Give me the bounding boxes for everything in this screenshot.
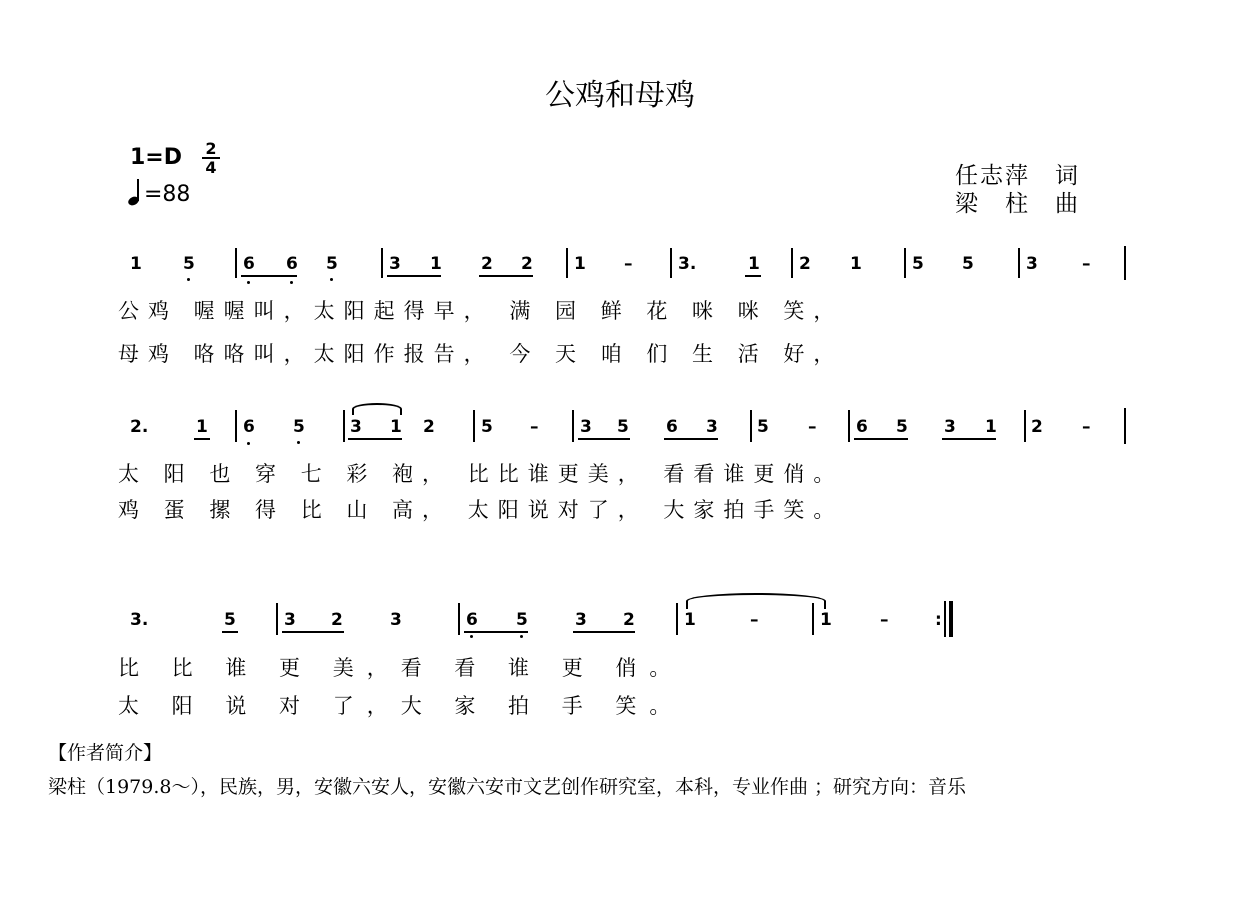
tempo-value: =88 (144, 182, 191, 207)
note: 5 (183, 254, 195, 274)
barline (572, 410, 574, 442)
note: 1 (430, 254, 442, 274)
barline (750, 410, 752, 442)
barline (1024, 410, 1026, 442)
octave-dot (290, 281, 293, 284)
octave-dot (297, 441, 300, 444)
dash: – (624, 254, 633, 274)
note: 6 (286, 254, 298, 274)
note: 3 (390, 610, 402, 630)
barline (1018, 248, 1020, 278)
note: 6 (243, 417, 255, 437)
beam (464, 631, 528, 633)
repeat-dots: : (935, 610, 942, 630)
note: 6 (243, 254, 255, 274)
barline (473, 410, 475, 442)
author-intro-text: 梁柱（1979.8～），民族，男，安徽六安人，安徽六安市文艺创作研究室，本科，专业作曲 ；研究方向：音乐 (48, 776, 967, 798)
octave-dot (247, 281, 250, 284)
barline (458, 603, 460, 635)
note: 3 (706, 417, 718, 437)
quarter-note-icon (128, 179, 142, 205)
barline (904, 248, 906, 278)
note: 5 (757, 417, 769, 437)
beam (241, 275, 297, 277)
note: 1 (130, 254, 142, 274)
note: 5 (516, 610, 528, 630)
page-title: 公鸡和母鸡 (545, 78, 695, 113)
barline (670, 248, 672, 278)
note: 3 (580, 417, 592, 437)
time-denominator: 4 (202, 157, 220, 176)
note: 6 (856, 417, 868, 437)
note: 2 (481, 254, 493, 274)
barline (1124, 246, 1126, 280)
barline (381, 248, 383, 278)
dash: – (1082, 417, 1091, 437)
note: 2. (130, 417, 149, 437)
note: 2 (1031, 417, 1043, 437)
barline (848, 410, 850, 442)
tie (686, 593, 826, 609)
note: 5 (912, 254, 924, 274)
note: 2 (623, 610, 635, 630)
dash: – (750, 610, 759, 630)
dash: – (880, 610, 889, 630)
barline (235, 248, 237, 278)
lyrics-verse-2: 太 阳 说 对 了，大 家 拍 手 笑。 (118, 694, 684, 718)
dash: – (1082, 254, 1091, 274)
note: 1 (820, 610, 832, 630)
octave-dot (470, 635, 473, 638)
note: 2 (521, 254, 533, 274)
beam (578, 438, 630, 440)
note: 3 (350, 417, 362, 437)
barline (235, 410, 237, 442)
note: 3 (575, 610, 587, 630)
note: 5 (293, 417, 305, 437)
note: 1 (684, 610, 696, 630)
repeat-barline-thin (944, 601, 946, 637)
beam (573, 631, 635, 633)
beam (479, 275, 533, 277)
note: 5 (224, 610, 236, 630)
note: 1 (574, 254, 586, 274)
lyrics-verse-1: 公鸡 喔喔叫，太阳起得早， 满 园 鲜 花 咪 咪 笑， (118, 299, 844, 323)
barline (566, 248, 568, 278)
beam (745, 275, 761, 277)
octave-dot (330, 278, 333, 281)
octave-dot (247, 442, 250, 445)
barline (676, 603, 678, 635)
key-signature: 1=D (130, 145, 183, 170)
slur (352, 403, 402, 415)
lyricist-credit: 任志萍 词 (955, 163, 1080, 189)
beam (854, 438, 908, 440)
note: 6 (666, 417, 678, 437)
note: 3 (389, 254, 401, 274)
beam (664, 438, 718, 440)
lyrics-verse-1: 比 比 谁 更 美，看 看 谁 更 俏。 (118, 656, 684, 680)
note: 1 (196, 417, 208, 437)
note: 1 (850, 254, 862, 274)
tempo-marking (128, 179, 190, 207)
dash: – (530, 417, 539, 437)
note: 5 (481, 417, 493, 437)
note: 3 (1026, 254, 1038, 274)
note: 3 (944, 417, 956, 437)
note: 2 (423, 417, 435, 437)
note: 2 (331, 610, 343, 630)
note: 1 (748, 254, 760, 274)
note: 1 (985, 417, 997, 437)
time-numerator: 2 (205, 139, 217, 158)
beam (348, 438, 402, 440)
barline (812, 603, 814, 635)
time-signature (202, 140, 220, 176)
octave-dot (520, 635, 523, 638)
note: 3 (284, 610, 296, 630)
note: 5 (962, 254, 974, 274)
repeat-barline-thick (949, 601, 953, 637)
lyrics-verse-2: 母鸡 咯咯叫，太阳作报告， 今 天 咱 们 生 活 好， (118, 342, 844, 366)
octave-dot (187, 278, 190, 281)
note: 5 (617, 417, 629, 437)
note: 5 (896, 417, 908, 437)
barline (276, 603, 278, 635)
note: 3. (678, 254, 697, 274)
composer-credit: 梁 柱 曲 (955, 191, 1080, 217)
barline (1124, 408, 1126, 444)
beam (387, 275, 441, 277)
dash: – (808, 417, 817, 437)
note: 3. (130, 610, 149, 630)
note: 2 (799, 254, 811, 274)
lyrics-verse-1: 太 阳 也 穿 七 彩 袍， 比比谁更美， 看看谁更俏。 (118, 462, 844, 486)
barline (343, 410, 345, 442)
beam (282, 631, 344, 633)
note: 6 (466, 610, 478, 630)
barline (791, 248, 793, 278)
note: 1 (390, 417, 402, 437)
beam (222, 631, 238, 633)
note: 5 (326, 254, 338, 274)
lyrics-verse-2: 鸡 蛋 摞 得 比 山 高， 太阳说对了， 大家拍手笑。 (118, 498, 844, 522)
beam (942, 438, 996, 440)
beam (194, 438, 210, 440)
author-intro-heading: 【作者简介】 (48, 742, 163, 764)
